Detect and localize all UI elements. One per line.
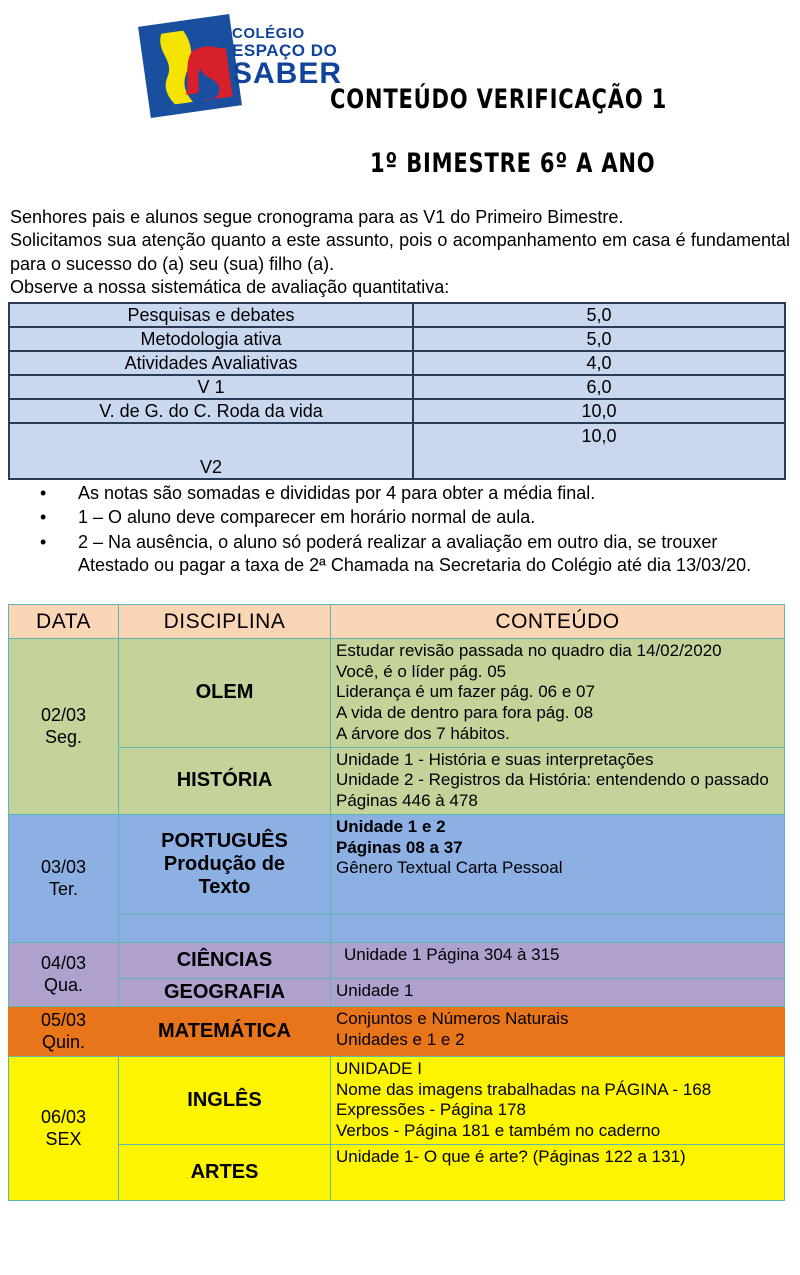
logo-line-1: COLÉGIO: [232, 25, 305, 42]
schedule-content-cell: [331, 978, 785, 1006]
content-line: Verbos - Página 181 e também no caderno: [336, 1121, 661, 1141]
date-line-2: Quin.: [41, 1032, 86, 1053]
content-line: Conjuntos e Números Naturais: [336, 1008, 569, 1028]
schedule-date-cell: [9, 942, 119, 1006]
content-line: Expressões - Página 178: [336, 1100, 526, 1120]
schedule-discipline-cell: ARTES: [119, 1144, 331, 1200]
grading-value: 6,0: [413, 375, 785, 399]
table-row: [9, 1056, 785, 1144]
list-item: [40, 482, 780, 505]
schedule-discipline-cell: OLEM: [119, 639, 331, 748]
logo-wordmark: [232, 26, 412, 89]
table-row: [9, 747, 785, 814]
column-header-conteudo: CONTEÚDO: [331, 605, 785, 639]
content-line: Unidade 1 - História e suas interpretações: [336, 749, 654, 769]
schedule-table-body: [9, 639, 785, 1201]
date-line-2: Ter.: [48, 879, 78, 900]
schedule-discipline-cell: [119, 914, 331, 942]
schedule-discipline-cell: HISTÓRIA: [119, 747, 331, 814]
grading-table-body: [9, 303, 785, 479]
column-header-data: DATA: [9, 605, 119, 639]
table-row: [9, 399, 785, 423]
content-line: Unidades e 1 e 2: [336, 1029, 465, 1049]
date-line-2: Qua.: [43, 975, 84, 996]
intro-text: [10, 206, 790, 300]
content-line: Unidade 1 Página 304 à 315: [344, 944, 560, 964]
date-line-1: 03/03: [40, 856, 87, 877]
grading-value: 4,0: [413, 351, 785, 375]
date-line-1: 06/03: [40, 1106, 87, 1127]
list-item-text: 1 – O aluno deve comparecer em horário normal de aula.: [78, 507, 536, 528]
grading-value: 10,0: [413, 399, 785, 423]
list-item: [40, 531, 780, 578]
date-line-2: SEX: [45, 1129, 82, 1150]
grading-label: Metodologia ativa: [9, 327, 413, 351]
content-line: Unidade 1 e 2: [336, 816, 446, 836]
table-row: [9, 978, 785, 1006]
table-row: [9, 942, 785, 978]
table-row: [9, 914, 785, 942]
bullet-icon: •: [40, 507, 47, 528]
content-line: UNIDADE I: [336, 1058, 422, 1078]
table-row: [9, 375, 785, 399]
table-row: [9, 303, 785, 327]
schedule-discipline-cell: GEOGRAFIA: [119, 978, 331, 1006]
schedule-table: [8, 604, 785, 1201]
intro-line-3: Observe a nossa sistemática de avaliação quantitativa:: [10, 277, 450, 298]
grading-value: 5,0: [413, 303, 785, 327]
school-logo: [136, 14, 244, 119]
content-line: Unidade 1: [336, 980, 414, 1000]
grading-label: Atividades Avaliativas: [9, 351, 413, 375]
content-line: Você, é o líder pág. 05: [336, 661, 507, 681]
discipline-line-1: PORTUGUÊS: [161, 829, 288, 852]
list-item-text: 2 – Na ausência, o aluno só poderá realizar a avaliação em outro dia, se trouxer Atestado ou pagar a taxa de 2ª Chamada na Secretaria do Colégio até dia 13/03/20.: [78, 531, 752, 576]
table-row: [9, 423, 785, 479]
document-header: [0, 0, 800, 195]
logo-mark-svg: [136, 14, 244, 119]
notes-list: [40, 482, 780, 579]
discipline-line-2: Produção de: [163, 852, 286, 875]
intro-line-1: Senhores pais e alunos segue cronograma para as V1 do Primeiro Bimestre.: [10, 207, 624, 227]
schedule-content-cell: [331, 942, 785, 978]
schedule-discipline-cell: CIÊNCIAS: [119, 942, 331, 978]
content-line: Estudar revisão passada no quadro dia 14/02/2020: [336, 641, 722, 660]
list-item: [40, 506, 780, 529]
table-row: [9, 639, 785, 748]
grading-value: 10,0: [413, 423, 785, 479]
schedule-content-cell: [331, 1144, 785, 1200]
grading-label: V. de G. do C. Roda da vida: [9, 399, 413, 423]
content-line: Unidade 1- O que é arte? (Páginas 122 a 131): [336, 1146, 686, 1166]
content-line: Liderança é um fazer pág. 06 e 07: [336, 682, 595, 702]
grading-table: [8, 302, 786, 480]
schedule-discipline-cell: INGLÊS: [119, 1056, 331, 1144]
page-subtitle: 1º BIMESTRE 6º A ANO: [370, 148, 656, 179]
date-line-1: 02/03: [40, 704, 87, 725]
grading-label: V 1: [9, 375, 413, 399]
page-title: CONTEÚDO VERIFICAÇÃO 1: [330, 84, 668, 115]
content-line: Gênero Textual Carta Pessoal: [336, 858, 563, 878]
content-line: A vida de dentro para fora pág. 08: [336, 703, 594, 723]
grading-label: V2: [9, 423, 413, 479]
schedule-date-cell: [9, 1056, 119, 1200]
intro-line-2: Solicitamos sua atenção quanto a este assunto, pois o acompanhamento em casa é fundamental para o sucesso do (a) seu (sua) filho (a).: [10, 230, 790, 274]
schedule-discipline-cell: [119, 814, 331, 914]
table-row: [9, 1006, 785, 1056]
list-item-text: As notas são somadas e divididas por 4 para obter a média final.: [78, 483, 596, 503]
schedule-date-cell: [9, 639, 119, 815]
schedule-content-cell: [331, 1056, 785, 1144]
table-header-row: [9, 605, 785, 639]
table-row: [9, 814, 785, 914]
table-row: [9, 327, 785, 351]
date-line-2: Seg.: [44, 727, 83, 748]
schedule-content-cell: [331, 639, 785, 748]
discipline-line-3: Texto: [198, 875, 251, 898]
table-row: [9, 1144, 785, 1200]
schedule-content-cell: [331, 814, 785, 914]
content-line: Páginas 446 à 478: [336, 791, 478, 811]
content-line: Páginas 08 a 37: [336, 837, 463, 857]
schedule-table-head: [9, 605, 785, 639]
schedule-content-cell: [331, 1006, 785, 1056]
schedule-date-cell: [9, 1006, 119, 1056]
schedule-date-cell: [9, 814, 119, 942]
date-line-1: 05/03: [40, 1009, 87, 1030]
schedule-content-cell: [331, 914, 785, 942]
date-line-1: 04/03: [40, 952, 87, 973]
schedule-discipline-cell: MATEMÁTICA: [119, 1006, 331, 1056]
table-row: [9, 351, 785, 375]
logo-line-2: ESPAÇO DO: [232, 41, 338, 60]
grading-label: Pesquisas e debates: [9, 303, 413, 327]
grading-value: 5,0: [413, 327, 785, 351]
content-line: Nome das imagens trabalhadas na PÁGINA - 168: [336, 1079, 712, 1099]
schedule-content-cell: [331, 747, 785, 814]
logo-line-3: SABER: [232, 57, 343, 90]
bullet-icon: •: [40, 483, 47, 503]
content-line: Unidade 2 - Registros da História: entendendo o passado: [336, 770, 769, 790]
bullet-icon: •: [40, 531, 47, 552]
column-header-disciplina: DISCIPLINA: [119, 605, 331, 639]
content-line: A árvore dos 7 hábitos.: [336, 723, 510, 743]
